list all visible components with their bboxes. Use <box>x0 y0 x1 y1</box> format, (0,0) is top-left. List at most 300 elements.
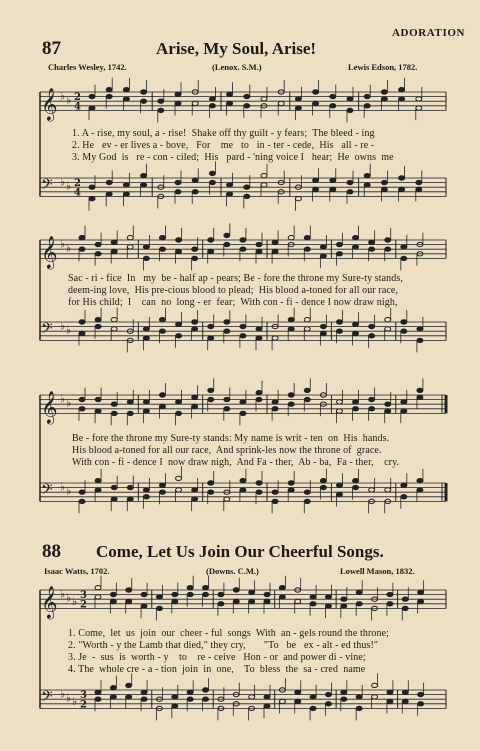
note-head <box>336 329 342 333</box>
note-head <box>402 597 408 601</box>
lyric-line: 4. The whole cre - a - tion join in one, To bless the sa - cred name <box>68 664 366 675</box>
note-head <box>364 94 370 98</box>
note-head <box>353 400 359 404</box>
note-head <box>313 187 319 191</box>
note-head <box>264 704 270 708</box>
lyric-line: Sac - ri - fice In my be - half ap - pears; Be - fore the throne my Sure-ty stands, <box>68 273 403 284</box>
note-head <box>240 488 246 492</box>
note-head <box>417 388 423 392</box>
note-head <box>336 409 342 413</box>
note-head <box>141 690 147 694</box>
note-head <box>272 407 278 411</box>
treble-clef-icon: 𝄞 <box>41 87 58 121</box>
note-head <box>320 254 326 258</box>
note-head <box>233 588 239 592</box>
note-head <box>387 690 393 694</box>
flat-icon: ♭ <box>66 691 72 705</box>
note-head <box>106 88 112 92</box>
note-head <box>256 397 262 401</box>
note-head <box>385 247 391 251</box>
note-head <box>79 407 85 411</box>
note-head <box>401 245 407 249</box>
note-head <box>123 97 129 101</box>
note-head <box>172 704 178 708</box>
note-head <box>176 322 182 326</box>
note-head <box>387 592 393 596</box>
note-head <box>353 236 359 240</box>
note-head <box>304 247 310 251</box>
note-head <box>126 683 132 687</box>
note-head <box>304 397 310 401</box>
note-head <box>401 329 407 333</box>
note-head <box>240 400 246 404</box>
note-head <box>320 331 326 335</box>
lyric-line: With con - fi - dence I now draw nigh, And Fa - ther, Ab - ba, Fa - ther, cry. <box>72 457 400 468</box>
note-head <box>127 245 133 249</box>
lyric-line: 2. "Worth - y the Lamb that died," they cry, "To be ex - alt - ed thus!" <box>68 640 379 651</box>
note-head <box>95 595 101 599</box>
note-head <box>341 690 347 694</box>
note-head <box>159 318 165 322</box>
note-head <box>401 495 407 499</box>
note-head <box>187 697 193 701</box>
note-head <box>272 490 278 494</box>
hymn-tune: (Lenox. S.M.) <box>212 62 262 72</box>
note-head <box>208 249 214 253</box>
note-head <box>218 602 224 606</box>
flat-icon: ♭ <box>60 392 66 406</box>
note-head <box>233 599 239 603</box>
note-head <box>256 242 262 246</box>
note-head <box>143 245 149 249</box>
note-head <box>364 104 370 108</box>
time-signature: 4 <box>74 187 81 199</box>
note-head <box>416 187 422 191</box>
note-head <box>95 324 101 328</box>
note-head <box>399 88 405 92</box>
note-head <box>192 256 198 260</box>
note-head <box>401 256 407 260</box>
hymn-composer: Lowell Mason, 1832. <box>340 566 415 576</box>
note-head <box>127 497 133 501</box>
flat-icon: ♭ <box>66 241 72 255</box>
note-head <box>418 599 424 603</box>
note-head <box>203 592 209 596</box>
note-head <box>336 320 342 324</box>
lyric-line: 3. My God is re - con - ciled; His pard - 'ning voice I hear; He owns me <box>72 152 394 163</box>
note-head <box>224 320 230 324</box>
note-head <box>264 592 270 596</box>
note-head <box>418 590 424 594</box>
note-head <box>123 192 129 196</box>
flat-icon: ♭ <box>60 319 66 333</box>
note-head <box>111 485 117 489</box>
lyric-line: 1. Come, let us join our cheer - ful songs With an - gels round the throne; <box>68 628 389 639</box>
note-head <box>95 488 101 492</box>
note-head <box>310 602 316 606</box>
time-signature: 2 <box>80 699 87 711</box>
flat-icon: ♭ <box>60 480 66 494</box>
section-heading: ADORATION <box>392 27 466 39</box>
bass-clef-icon: 𝄢 <box>41 319 53 341</box>
note-head <box>385 402 391 406</box>
note-head <box>111 402 117 406</box>
note-head <box>417 338 423 342</box>
note-head <box>418 702 424 706</box>
note-head <box>369 324 375 328</box>
time-signature: 2 <box>74 178 81 190</box>
note-head <box>175 180 181 184</box>
note-head <box>385 409 391 413</box>
note-head <box>353 479 359 483</box>
note-head <box>209 104 215 108</box>
note-head <box>256 327 262 331</box>
hymn-number: 88 <box>42 541 61 562</box>
note-head <box>203 697 209 701</box>
note-head <box>208 490 214 494</box>
note-head <box>356 695 362 699</box>
note-head <box>192 101 198 105</box>
note-head <box>224 397 230 401</box>
note-head <box>141 90 147 94</box>
hymn-number: 87 <box>42 38 61 59</box>
note-head <box>256 249 262 253</box>
note-head <box>159 393 165 397</box>
note-head <box>79 247 85 251</box>
note-head <box>192 488 198 492</box>
note-head <box>369 488 375 492</box>
note-head <box>208 324 214 328</box>
hymn-author: Charles Wesley, 1742. <box>48 62 127 72</box>
note-head <box>95 479 101 483</box>
note-head <box>385 238 391 242</box>
note-head <box>261 174 267 178</box>
note-head <box>320 479 326 483</box>
note-head <box>156 606 162 610</box>
note-head <box>227 101 233 105</box>
note-head <box>127 400 133 404</box>
note-head <box>227 183 233 187</box>
note-head <box>106 192 112 196</box>
note-head <box>106 180 112 184</box>
note-head <box>278 101 284 105</box>
note-head <box>176 400 182 404</box>
note-head <box>295 699 301 703</box>
note-head <box>143 488 149 492</box>
note-head <box>244 104 250 108</box>
note-head <box>402 699 408 703</box>
note-head <box>175 92 181 96</box>
note-head <box>261 97 267 101</box>
note-head <box>288 318 294 322</box>
note-head <box>227 192 233 196</box>
time-signature: 2 <box>80 599 87 611</box>
note-head <box>272 400 278 404</box>
note-head <box>399 97 405 101</box>
note-head <box>89 197 95 201</box>
note-head <box>175 190 181 194</box>
note-head <box>203 586 209 590</box>
treble-clef-icon: 𝄞 <box>41 390 58 424</box>
note-head <box>387 699 393 703</box>
note-head <box>244 194 250 198</box>
note-head <box>224 407 230 411</box>
note-head <box>106 94 112 98</box>
note-head <box>341 604 347 608</box>
note-head <box>218 592 224 596</box>
note-head <box>192 320 198 324</box>
note-head <box>288 393 294 397</box>
note-head <box>159 404 165 408</box>
note-head <box>330 104 336 108</box>
note-head <box>336 400 342 404</box>
hymn-tune: (Downs. C.M.) <box>206 566 259 576</box>
note-head <box>127 411 133 415</box>
note-head <box>356 590 362 594</box>
note-head <box>330 178 336 182</box>
note-head <box>224 329 230 333</box>
note-head <box>416 180 422 184</box>
note-head <box>417 479 423 483</box>
note-head <box>295 599 301 603</box>
time-signature: 2 <box>74 92 81 104</box>
note-head <box>325 604 331 608</box>
note-head <box>176 476 182 480</box>
note-head <box>353 322 359 326</box>
note-head <box>159 236 165 240</box>
flat-icon: ♭ <box>66 396 72 410</box>
note-head <box>111 240 117 244</box>
note-head <box>399 187 405 191</box>
note-head <box>95 397 101 401</box>
note-head <box>227 92 233 96</box>
lyric-line: Be - fore the throne my Sure-ty stands: My name is writ - ten on His hands. <box>72 433 390 444</box>
note-head <box>336 242 342 246</box>
note-head <box>95 242 101 246</box>
note-head <box>325 595 331 599</box>
note-head <box>240 247 246 251</box>
note-head <box>288 327 294 331</box>
note-head <box>356 706 362 710</box>
note-head <box>143 495 149 499</box>
note-head <box>310 695 316 699</box>
note-head <box>111 249 117 253</box>
note-head <box>418 692 424 696</box>
lyric-line: deem-ing love, His pre-cious blood to plead; His blood a-toned for all our race, <box>68 285 399 296</box>
note-head <box>159 247 165 251</box>
note-head <box>110 686 116 690</box>
note-head <box>110 695 116 699</box>
note-head <box>347 180 353 184</box>
hymn-title: Come, Let Us Join Our Cheerful Songs. <box>96 542 384 561</box>
note-head <box>341 597 347 601</box>
note-head <box>381 97 387 101</box>
note-head <box>192 395 198 399</box>
note-head <box>320 245 326 249</box>
note-head <box>209 171 215 175</box>
note-head <box>172 695 178 699</box>
note-head <box>313 178 319 182</box>
note-head <box>288 402 294 406</box>
note-head <box>295 106 301 110</box>
note-head <box>156 595 162 599</box>
note-head <box>249 695 255 699</box>
flat-icon: ♭ <box>66 484 72 498</box>
note-head <box>123 88 129 92</box>
note-head <box>244 94 250 98</box>
note-head <box>79 236 85 240</box>
note-head <box>192 497 198 501</box>
note-head <box>372 683 378 687</box>
note-head <box>310 595 316 599</box>
note-head <box>192 327 198 331</box>
lyric-line: 2. He ev - er lives a - bove, For me to in - ter - cede, His all - re - <box>72 140 375 151</box>
note-head <box>249 590 255 594</box>
treble-clef-icon: 𝄞 <box>41 585 58 619</box>
note-head <box>385 318 391 322</box>
note-head <box>95 586 101 590</box>
note-head <box>208 397 214 401</box>
note-head <box>336 483 342 487</box>
note-head <box>95 409 101 413</box>
note-head <box>224 242 230 246</box>
note-head <box>399 176 405 180</box>
note-head <box>369 407 375 411</box>
note-head <box>387 602 393 606</box>
note-head <box>141 697 147 701</box>
note-head <box>187 690 193 694</box>
note-head <box>240 334 246 338</box>
note-head <box>110 599 116 603</box>
note-head <box>347 108 353 112</box>
note-head <box>304 236 310 240</box>
note-head <box>288 488 294 492</box>
note-head <box>401 400 407 404</box>
time-signature: 3 <box>80 590 87 602</box>
flat-icon: ♭ <box>72 594 78 608</box>
note-head <box>313 90 319 94</box>
note-head <box>416 106 422 110</box>
flat-icon: ♭ <box>66 93 72 107</box>
note-head <box>279 586 285 590</box>
flat-icon: ♭ <box>60 237 66 251</box>
note-head <box>95 318 101 322</box>
note-head <box>224 233 230 237</box>
note-head <box>347 97 353 101</box>
note-head <box>127 485 133 489</box>
note-head <box>264 599 270 603</box>
note-head <box>111 497 117 501</box>
note-head <box>141 183 147 187</box>
note-head <box>313 101 319 105</box>
note-head <box>143 256 149 260</box>
note-head <box>310 706 316 710</box>
note-head <box>95 252 101 256</box>
note-head <box>330 94 336 98</box>
note-head <box>304 499 310 503</box>
note-head <box>320 485 326 489</box>
note-head <box>381 90 387 94</box>
note-head <box>79 499 85 503</box>
note-head <box>401 320 407 324</box>
note-head <box>111 318 117 322</box>
note-head <box>364 174 370 178</box>
note-head <box>208 238 214 242</box>
note-head <box>369 334 375 338</box>
lyric-line: for His child; I can no long - er fear; With con - fi - dence I now draw nigh, <box>68 297 398 308</box>
flat-icon: ♭ <box>60 89 66 103</box>
note-head <box>224 497 230 501</box>
note-head <box>175 101 181 105</box>
note-head <box>402 690 408 694</box>
note-head <box>240 238 246 242</box>
note-head <box>192 178 198 182</box>
note-head <box>295 690 301 694</box>
note-head <box>364 183 370 187</box>
note-head <box>79 331 85 335</box>
flat-icon: ♭ <box>60 687 66 701</box>
note-head <box>341 697 347 701</box>
note-head <box>143 400 149 404</box>
note-head <box>89 185 95 189</box>
flat-icon: ♭ <box>66 591 72 605</box>
flat-icon: ♭ <box>72 694 78 708</box>
hymn-author: Isaac Watts, 1702. <box>44 566 110 576</box>
note-head <box>353 485 359 489</box>
note-head <box>126 695 132 699</box>
bass-clef-icon: 𝄢 <box>41 175 53 197</box>
note-head <box>79 320 85 324</box>
note-head <box>208 481 214 485</box>
note-head <box>353 331 359 335</box>
note-head <box>279 595 285 599</box>
time-signature: 3 <box>80 690 87 702</box>
time-signature: 4 <box>74 101 81 113</box>
note-head <box>402 606 408 610</box>
note-head <box>110 592 116 596</box>
note-head <box>111 411 117 415</box>
note-head <box>272 336 278 340</box>
note-head <box>304 388 310 392</box>
note-head <box>176 238 182 242</box>
note-head <box>172 599 178 603</box>
note-head <box>240 411 246 415</box>
note-head <box>369 247 375 251</box>
note-head <box>353 245 359 249</box>
note-head <box>208 388 214 392</box>
note-head <box>417 488 423 492</box>
note-head <box>325 692 331 696</box>
note-head <box>95 690 101 694</box>
note-head <box>176 249 182 253</box>
note-head <box>304 318 310 322</box>
note-head <box>336 492 342 496</box>
note-head <box>159 329 165 333</box>
note-head <box>330 187 336 191</box>
note-head <box>159 483 165 487</box>
note-head <box>240 324 246 328</box>
note-head <box>141 604 147 608</box>
note-head <box>288 236 294 240</box>
note-head <box>272 249 278 253</box>
note-head <box>401 483 407 487</box>
note-head <box>372 695 378 699</box>
note-head <box>176 334 182 338</box>
note-head <box>347 190 353 194</box>
note-head <box>89 106 95 110</box>
note-head <box>143 409 149 413</box>
note-head <box>240 479 246 483</box>
